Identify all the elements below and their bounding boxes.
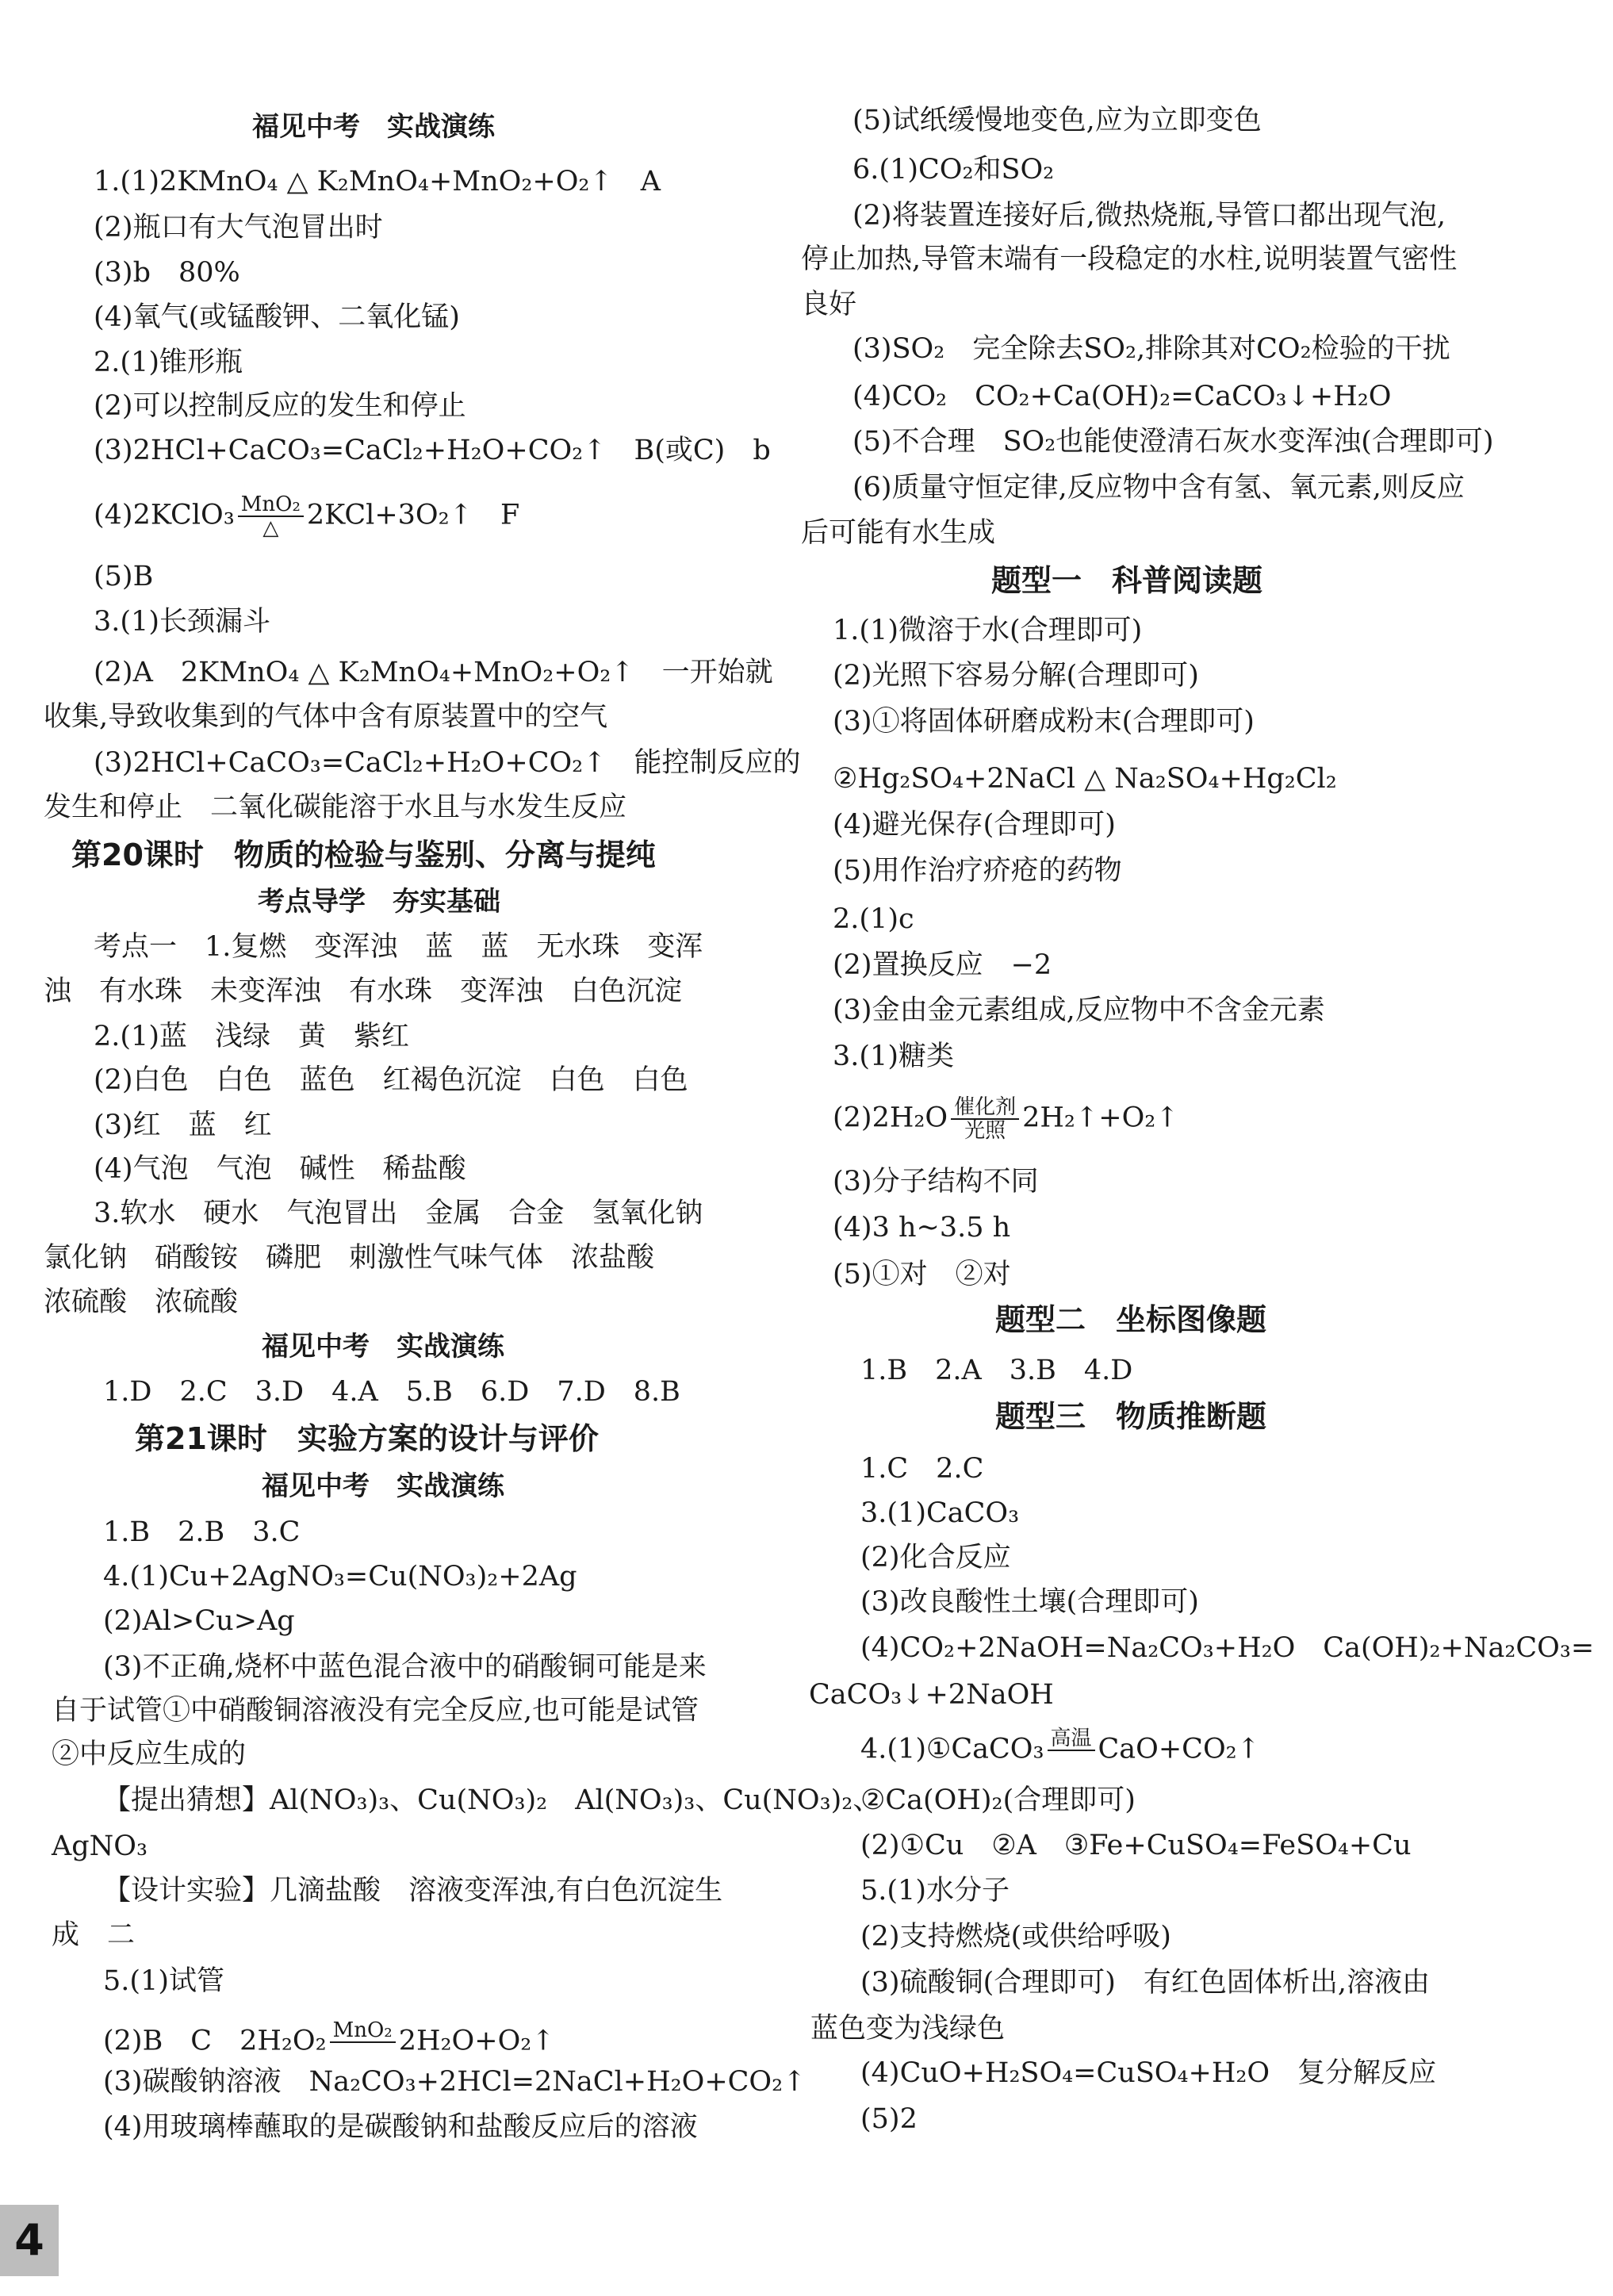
reaction-condition [238, 493, 304, 539]
answer-line: (2)瓶口有大气泡冒出时 [94, 212, 383, 243]
condition-top: MnO₂ [330, 2019, 396, 2043]
answer-line: 后可能有水生成 [801, 517, 996, 549]
equation-part: 2KCl+3O₂↑ F [306, 499, 520, 531]
answer-line: (2)支持燃烧(或供给呼吸) [860, 1921, 1171, 1953]
answer-line: 氯化钠 硝酸铵 磷肥 刺激性气味气体 浓盐酸 [44, 1242, 655, 1274]
section-subtitle: 考点导学 夯实基础 [258, 886, 500, 918]
answer-line: (4)用玻璃棒蘸取的是碳酸钠和盐酸反应后的溶液 [103, 2111, 698, 2143]
answer-line: (3)①将固体研磨成粉末(合理即可) [833, 706, 1255, 738]
reaction-condition [330, 2019, 396, 2065]
equation-part: (2)2H₂O [833, 1102, 948, 1134]
answer-line: 1.(1)微溶于水(合理即可) [833, 615, 1143, 646]
answer-line: (2)白色 白色 蓝色 红褐色沉淀 白色 白色 [94, 1064, 688, 1096]
reaction-condition [1048, 1727, 1095, 1773]
answer-line: 发生和停止 二氧化碳能溶于水且与水发生反应 [44, 792, 627, 823]
answer-line: (5)2 [860, 2103, 918, 2135]
answer-line: (4)气泡 气泡 碱性 稀盐酸 [94, 1153, 466, 1185]
answer-line: 收集,导致收集到的气体中含有原装置中的空气 [44, 701, 608, 733]
answer-line: (2)光照下容易分解(合理即可) [833, 660, 1199, 692]
answer-line: 1.D 2.C 3.D 4.A 5.B 6.D 7.D 8.B [103, 1376, 680, 1408]
answer-line: 1.B 2.B 3.C [103, 1516, 301, 1548]
answer-line: 考点一 1.复燃 变浑浊 蓝 蓝 无水珠 变浑 [94, 931, 703, 963]
answer-line [833, 1096, 1179, 1142]
answer-line [860, 1727, 1260, 1773]
answer-line: 3.(1)CaCO₃ [860, 1497, 1020, 1529]
answer-line: AgNO₃ [52, 1830, 148, 1862]
answer-line: (3)改良酸性土壤(合理即可) [860, 1586, 1199, 1618]
answer-line: (5)用作治疗疥疮的药物 [833, 855, 1122, 887]
answer-line: (3)不正确,烧杯中蓝色混合液中的硝酸铜可能是来 [103, 1651, 707, 1683]
answer-line: (2)Al>Cu>Ag [103, 1605, 295, 1637]
answer-line: (2)将装置连接好后,微热烧瓶,导管口都出现气泡, [852, 200, 1446, 232]
section-title: 福见中考 实战演练 [252, 111, 495, 143]
answer-line: 3.(1)糖类 [833, 1041, 954, 1072]
lesson-title: 第21课时 实验方案的设计与评价 [135, 1421, 599, 1456]
answer-line: (4)避光保存(合理即可) [833, 809, 1116, 841]
section-title: 福见中考 实战演练 [262, 1470, 504, 1502]
answer-line: CaCO₃↓+2NaOH [809, 1679, 1054, 1711]
answer-line: (3)红 蓝 红 [94, 1110, 272, 1141]
answer-line: (3)金由金元素组成,反应物中不含金元素 [833, 995, 1325, 1026]
answer-line: 2.(1)蓝 浅绿 黄 紫红 [94, 1021, 409, 1052]
equation-part: 4.(1)①CaCO₃ [860, 1733, 1044, 1765]
answer-line: (4)CO₂ CO₂+Ca(OH)₂=CaCO₃↓+H₂O [852, 381, 1392, 412]
answer-line: 1.C 2.C [860, 1453, 984, 1485]
question-type-title: 题型一 科普阅读题 [991, 563, 1263, 598]
answer-line: (5)试纸缓慢地变色,应为立即变色 [852, 105, 1262, 136]
condition-bottom: 光照 [964, 1119, 1006, 1143]
question-type-title: 题型三 物质推断题 [995, 1399, 1267, 1434]
condition-bottom [330, 2043, 396, 2065]
answer-line: 浊 有水珠 未变浑浊 有水珠 变浑浊 白色沉淀 [44, 976, 683, 1007]
answer-line [103, 2019, 555, 2065]
equation-part: 2H₂O+O₂↑ [398, 2025, 555, 2057]
answer-line: (3)b 80% [94, 257, 240, 289]
answer-line: 4.(1)Cu+2AgNO₃=Cu(NO₃)₂+2Ag [103, 1561, 577, 1593]
answer-line: (5)B [94, 561, 154, 592]
answer-line: 5.(1)试管 [103, 1965, 224, 1997]
answer-line: ②Hg₂SO₄+2NaCl △ Na₂SO₄+Hg₂Cl₂ [833, 763, 1337, 795]
answer-line: 浓硫酸 浓硫酸 [44, 1286, 239, 1318]
answer-line: (5)①对 ②对 [833, 1259, 1011, 1290]
lesson-title: 第20课时 物质的检验与鉴别、分离与提纯 [71, 838, 656, 872]
answer-line: 1.(1)2KMnO₄ △ K₂MnO₄+MnO₂+O₂↑ A [94, 166, 661, 197]
condition-bottom: △ [262, 516, 279, 540]
answer-line: 良好 [801, 289, 857, 320]
reaction-condition [951, 1096, 1019, 1142]
answer-line: (3)分子结构不同 [833, 1166, 1039, 1198]
answer-line [94, 493, 519, 539]
answer-line: 5.(1)水分子 [860, 1875, 1010, 1907]
answer-line: 自于试管①中硝酸铜溶液没有完全反应,也可能是试管 [52, 1695, 699, 1727]
condition-top: 催化剂 [951, 1096, 1019, 1120]
answer-line: 蓝色变为浅绿色 [810, 2013, 1006, 2045]
equation-part: (2)B C 2H₂O₂ [103, 2025, 327, 2057]
answer-line: (6)质量守恒定律,反应物中含有氢、氧元素,则反应 [852, 472, 1465, 504]
answer-line: (4)氧气(或锰酸钾、二氧化锰) [94, 301, 460, 333]
equation-part: CaO+CO₂↑ [1098, 1733, 1261, 1765]
equation-part: 2H₂↑+O₂↑ [1022, 1102, 1179, 1134]
answer-line: (2)可以控制反应的发生和停止 [94, 390, 466, 422]
answer-line: (4)CO₂+2NaOH=Na₂CO₃+H₂O Ca(OH)₂+Na₂CO₃= [860, 1632, 1595, 1664]
answer-line: 2.(1)c [833, 903, 914, 935]
answer-line: (3)硫酸铜(合理即可) 有红色固体析出,溶液由 [860, 1967, 1431, 1999]
answer-line: 3.软水 硬水 气泡冒出 金属 合金 氢氧化钠 [94, 1198, 703, 1229]
answer-line: ②中反应生成的 [52, 1738, 247, 1770]
answer-line: 2.(1)锥形瓶 [94, 347, 243, 378]
answer-line: (2)A 2KMnO₄ △ K₂MnO₄+MnO₂+O₂↑ 一开始就 [94, 657, 773, 688]
answer-line: (2)化合反应 [860, 1542, 1011, 1573]
condition-top: MnO₂ [238, 493, 304, 517]
answer-line: (3)碳酸钠溶液 Na₂CO₃+2HCl=2NaCl+H₂O+CO₂↑ [103, 2066, 806, 2098]
question-type-title: 题型二 坐标图像题 [995, 1302, 1267, 1337]
page-number: 4 [0, 2205, 59, 2276]
section-title: 福见中考 实战演练 [262, 1331, 504, 1363]
answer-line: 【提出猜想】Al(NO₃)₃、Cu(NO₃)₂ Al(NO₃)₃、Cu(NO₃)₂、 [103, 1784, 881, 1816]
answer-line: (3)2HCl+CaCO₃=CaCl₂+H₂O+CO₂↑ B(或C) b [94, 435, 771, 466]
answer-line: 1.B 2.A 3.B 4.D [860, 1355, 1133, 1386]
answer-line: (5)不合理 SO₂也能使澄清石灰水变浑浊(合理即可) [852, 426, 1494, 458]
answer-line: ②Ca(OH)₂(合理即可) [860, 1784, 1136, 1816]
answer-line: (3)SO₂ 完全除去SO₂,排除其对CO₂检验的干扰 [852, 333, 1450, 365]
answer-line: 3.(1)长颈漏斗 [94, 606, 270, 638]
answer-line: 【设计实验】几滴盐酸 溶液变浑浊,有白色沉淀生 [103, 1875, 723, 1907]
answer-line: 成 二 [52, 1919, 136, 1951]
condition-bottom [1048, 1751, 1095, 1773]
equation-part: (4)2KClO₃ [94, 499, 235, 531]
answer-line: (2)置换反应 −2 [833, 949, 1052, 981]
answer-line: 6.(1)CO₂和SO₂ [852, 154, 1055, 186]
condition-top: 高温 [1048, 1727, 1095, 1751]
answer-line: (3)2HCl+CaCO₃=CaCl₂+H₂O+CO₂↑ 能控制反应的 [94, 747, 801, 779]
answer-line: (4)3 h~3.5 h [833, 1212, 1011, 1244]
answer-line: 停止加热,导管末端有一段稳定的水柱,说明装置气密性 [801, 243, 1458, 275]
answer-line: (2)①Cu ②A ③Fe+CuSO₄=FeSO₄+Cu [860, 1830, 1412, 1861]
answer-line: (4)CuO+H₂SO₄=CuSO₄+H₂O 复分解反应 [860, 2057, 1437, 2089]
